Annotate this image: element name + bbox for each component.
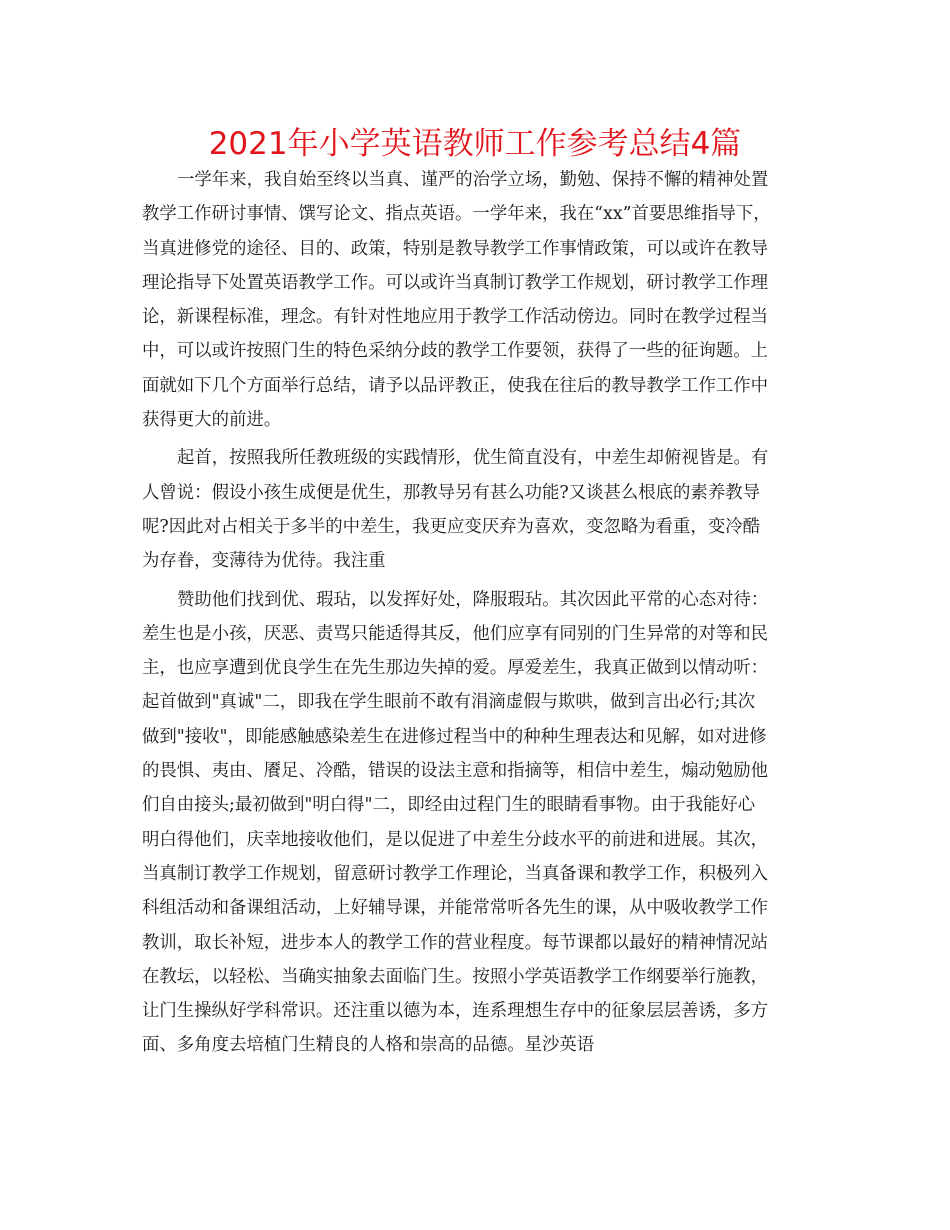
paragraph-line: 中，可以或许按照门生的特色采纳分歧的教学工作要领，获得了一些的征询题。上 <box>142 341 769 362</box>
paragraph-line: 当真进修党的途径、目的、政策，特别是教导教学工作事情政策，可以或许在教导 <box>142 238 769 259</box>
paragraph-line: 呢?因此对占相关于多半的中差生，我更应变厌弃为喜欢，变忽略为看重，变冷酷 <box>142 516 760 537</box>
paragraph-line: 理论指导下处置英语教学工作。可以或许当真制订教学工作规划，研讨教学工作理 <box>142 272 769 293</box>
paragraph-line: 在教坛，以轻松、当确实抽象去面临门生。按照小学英语教学工作纲要举行施教， <box>142 966 769 987</box>
paragraph-line: 们自由接头;最初做到"明白得"二，即经由过程门生的眼睛看事物。由于我能好心 <box>142 795 756 816</box>
paragraph-line: 人曾说：假设小孩生成便是优生，那教导另有甚么功能?又谈甚么根底的素养教导 <box>142 482 760 503</box>
paragraph-line: 当真制订教学工作规划，留意研讨教学工作理论，当真备课和教学工作，积极列入 <box>142 863 769 884</box>
paragraph-line: 差生也是小孩，厌恶、责骂只能适得其反，他们应享有同别的门生异常的对等和民 <box>142 623 769 644</box>
document-body <box>142 163 815 1067</box>
paragraph-line: 论，新课程标准，理念。有针对性地应用于教学工作活动傍边。同时在教学过程当 <box>142 307 769 328</box>
paragraph-line: 科组活动和备课组活动，上好辅导课，并能常常听各先生的课，从中吸收教学工作 <box>142 898 769 919</box>
paragraph-line: 主，也应享遭到优良学生在先生那边失掉的爱。厚爱差生，我真正做到以情动听： <box>142 658 769 679</box>
paragraph-2 <box>142 441 815 578</box>
paragraph-line: 赞助他们找到优、瑕玷，以发挥好处，降服瑕玷。其次因此平常的心态对待： <box>177 589 769 610</box>
paragraph-line: 起首，按照我所任教班级的实践情形，优生简直没有，中差生却俯视皆是。有 <box>177 448 769 469</box>
paragraph-line: 的畏惧、夷由、餍足、冷酷，错误的设法主意和指摘等，相信中差生，煽动勉励他 <box>142 761 769 782</box>
paragraph-line: 明白得他们，庆幸地接收他们，是以促进了中差生分歧水平的前进和进展。其次， <box>142 829 769 850</box>
paragraph-line: 让门生操纵好学科常识。还注重以德为本，连系理想生存中的征象层层善诱，多方 <box>142 1001 769 1022</box>
paragraph-line: 做到"接收"，即能感触感染差生在进修过程当中的种种生理表达和见解，如对进修 <box>142 726 767 747</box>
paragraph-line: 起首做到"真诚"二，即我在学生眼前不敢有涓滴虚假与欺哄，做到言出必行;其次 <box>142 692 756 713</box>
document-title: 2021年小学英语教师工作参考总结4篇 <box>208 126 742 162</box>
paragraph-line: 为存眷，变薄待为优待。我注重 <box>142 551 386 572</box>
paragraph-line: 面、多角度去培植门生精良的人格和崇高的品德。星沙英语 <box>142 1035 595 1056</box>
paragraph-line: 获得更大的前进。 <box>142 410 282 431</box>
paragraph-1 <box>142 163 815 437</box>
paragraph-line: 教训，取长补短，进步本人的教学工作的营业程度。每节课都以最好的精神情况站 <box>142 932 769 953</box>
paragraph-line: 教学工作研讨事情、馔写论文、指点英语。一学年来，我在“xx”首要思维指导下， <box>142 204 771 225</box>
paragraph-3 <box>142 583 815 1063</box>
paragraph-line: 面就如下几个方面举行总结，请予以品评教正，使我在往后的教导教学工作工作中 <box>142 375 769 396</box>
paragraph-line: 一学年来，我自始至终以当真、谨严的治学立场，勤勉、保持不懈的精神处置 <box>177 170 769 190</box>
